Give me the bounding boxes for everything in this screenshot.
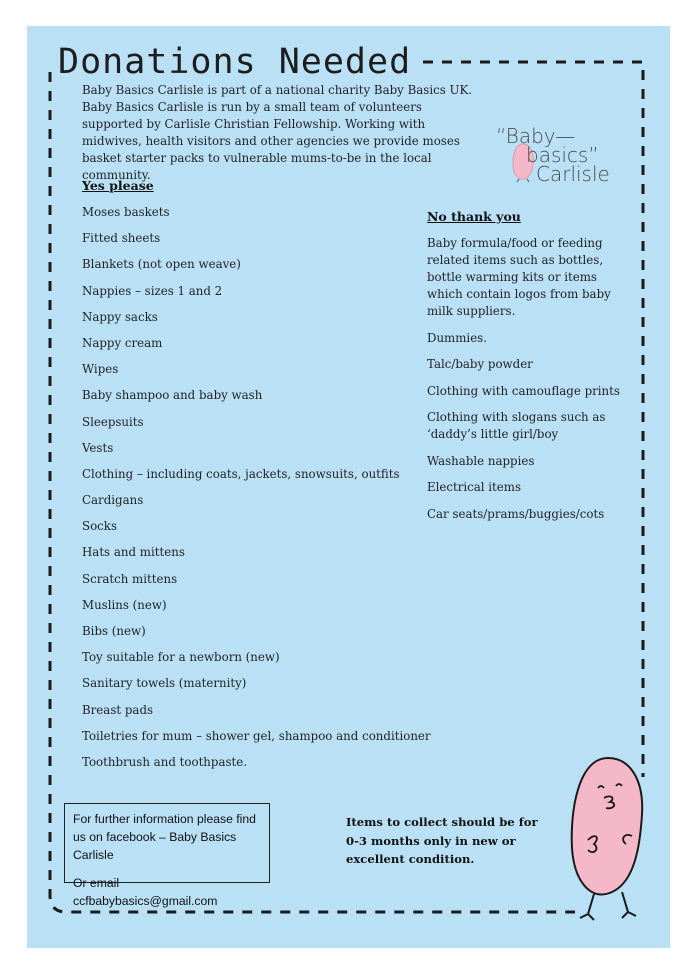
contact-info-box bbox=[64, 803, 270, 908]
list-item: Muslins (new) bbox=[82, 597, 167, 612]
page-title: Donations Needed bbox=[58, 42, 417, 82]
bean-mascot-icon bbox=[560, 752, 660, 927]
list-item: Vests bbox=[82, 440, 114, 455]
logo-line-baby: “Baby— bbox=[496, 124, 576, 148]
list-item: Dummies. bbox=[427, 330, 487, 345]
yes-please-list bbox=[82, 204, 431, 780]
list-item: Baby shampoo and baby wash bbox=[82, 388, 263, 403]
list-item: Socks bbox=[82, 519, 117, 534]
list-item: Sanitary towels (maternity) bbox=[82, 676, 247, 691]
list-item: Hats and mittens bbox=[82, 545, 185, 560]
list-item: Bibs (new) bbox=[82, 624, 146, 638]
list-item: Scratch mittens bbox=[82, 571, 178, 586]
list-item: Nappies – sizes 1 and 2 bbox=[82, 283, 223, 298]
list-item: Wipes bbox=[82, 362, 119, 377]
list-item: Toy suitable for a newborn (new) bbox=[82, 650, 280, 665]
baby-basics-logo bbox=[496, 124, 626, 188]
list-item: Washable nappies bbox=[427, 453, 535, 468]
list-item: Moses baskets bbox=[82, 205, 170, 219]
no-thank-you-list bbox=[427, 235, 627, 532]
list-item: Sleepsuits bbox=[82, 414, 144, 429]
list-item: Talc/baby powder bbox=[427, 357, 533, 371]
list-item: Clothing with camouflage prints bbox=[427, 383, 620, 398]
facebook-info: For further information please find us on facebook – Baby Basics Carlisle bbox=[73, 812, 256, 862]
list-item: Baby formula/food or feeding related items such as bottles, bottle warming kits or items which contain logos from baby milk suppliers. bbox=[427, 236, 611, 318]
intro-paragraph: Baby Basics Carlisle is part of a national charity Baby Basics UK. Baby Basics Carlisle is run by a small team of volunteers supported by Carlisle Christian Fellowship. Working with midwives, health visitors and other agencies we provide moses basket starter packs to vulnerable mums-to-be in the local community. bbox=[82, 83, 473, 182]
list-item: Clothing with slogans such as ‘daddy’s little girl/boy bbox=[427, 410, 606, 441]
list-item: Nappy sacks bbox=[82, 309, 158, 324]
yes-please-heading: Yes please bbox=[82, 178, 154, 193]
collect-condition-note: Items to collect should be for 0-3 months only in new or excellent condition. bbox=[346, 815, 538, 866]
list-item: Fitted sheets bbox=[82, 231, 161, 246]
logo-line-carlisle: Carlisle bbox=[536, 162, 610, 186]
list-item: Nappy cream bbox=[82, 335, 163, 350]
list-item: Toiletries for mum – shower gel, shampoo and conditioner bbox=[82, 728, 431, 743]
list-item: Blankets (not open weave) bbox=[82, 257, 241, 272]
list-item: Cardigans bbox=[82, 493, 144, 508]
no-thank-you-heading: No thank you bbox=[427, 209, 521, 224]
logo-line-basics: basics” bbox=[526, 143, 599, 167]
email-info: Or email ccfbabybasics@gmail.com bbox=[73, 876, 218, 908]
list-item: Clothing – including coats, jackets, snowsuits, outfits bbox=[82, 466, 400, 481]
list-item: Breast pads bbox=[82, 702, 154, 717]
list-item: Toothbrush and toothpaste. bbox=[82, 754, 248, 769]
list-item: Car seats/prams/buggies/cots bbox=[427, 506, 605, 521]
list-item: Electrical items bbox=[427, 480, 522, 494]
